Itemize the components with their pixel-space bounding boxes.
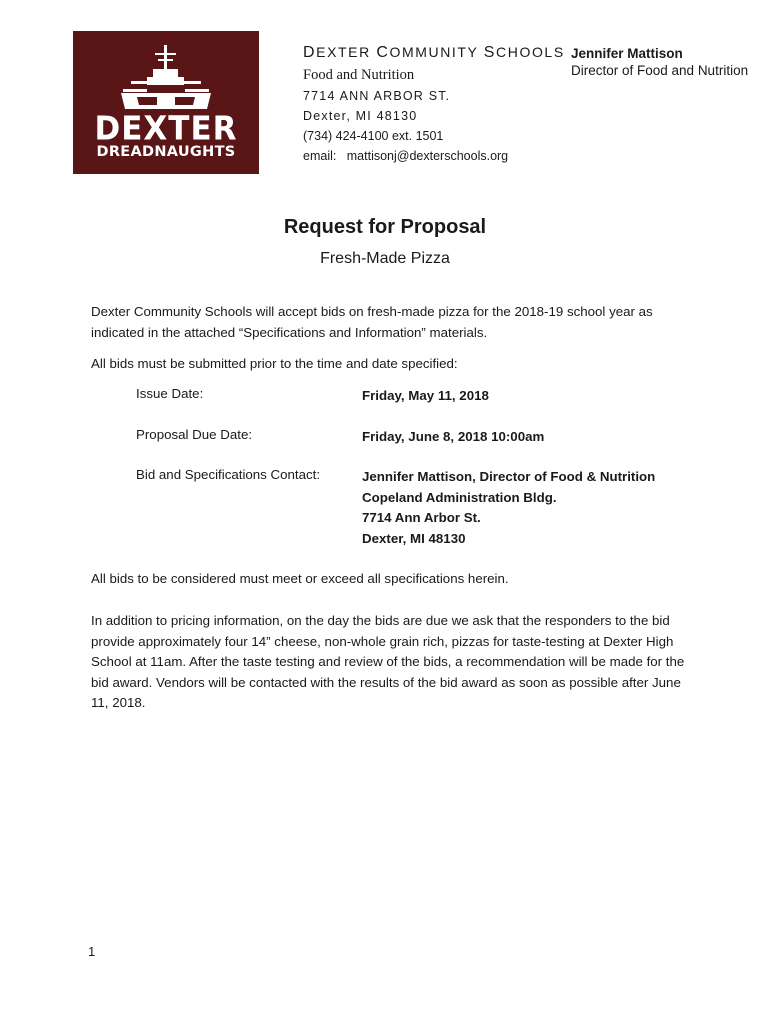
contact-line: Jennifer Mattison, Director of Food & Nutrition [362, 469, 656, 484]
contact-line: Copeland Administration Bldg. [362, 489, 557, 505]
document-subtitle: Fresh-Made Pizza [320, 250, 450, 267]
deadline-intro: All bids must be submitted prior to the time and date specified: [91, 356, 458, 371]
email-label: email: [303, 149, 337, 163]
dexter-dreadnaughts-logo [73, 31, 259, 174]
tasting-paragraph: In addition to pricing information, on the day the bids are due we ask that the responders to the bid provide approximately four 14” cheese, non-whole grain rich, pizzas for taste-testing at Dexter High School at 11am. After the taste testing and review of the bids, a recommendation will be made for the bid award. Vendors will be contacted with the results of the bid award as soon as possible after June 11, 2018. [91, 613, 685, 710]
director-name: Jennifer Mattison [571, 46, 683, 61]
street-address: 7714 ANN ARBOR ST. [303, 89, 451, 103]
detail-label: Issue Date: [136, 386, 204, 401]
director-title: Director of Food and Nutrition [571, 63, 749, 78]
organization-name: DEXTER COMMUNITY SCHOOLS [303, 44, 565, 61]
detail-value: Friday, May 11, 2018 [362, 388, 489, 403]
intro-paragraph: Dexter Community Schools will accept bids on fresh-made pizza for the 2018-19 school year as indicated in the attached “Specifications and Information” materials. [91, 304, 653, 340]
logo-word-dexter: DEXTER [94, 110, 238, 148]
requirement-paragraph: All bids to be considered must meet or exceed all specifications herein. [91, 571, 509, 586]
detail-label: Proposal Due Date: [136, 427, 253, 442]
detail-label: Bid and Specifications Contact: [136, 467, 321, 482]
document-title: Request for Proposal [283, 216, 487, 238]
contact-line: Dexter, MI 48130 [362, 530, 466, 546]
director-block [571, 45, 751, 79]
city-address: Dexter, MI 48130 [303, 109, 418, 123]
contact-address [362, 467, 655, 549]
phone-number: (734) 424-4100 ext. 1501 [303, 129, 444, 143]
page-number: 1 [88, 944, 96, 959]
email-line [303, 146, 553, 166]
detail-value: Friday, June 8, 2018 10:00am [362, 429, 545, 444]
contact-line: 7714 Ann Arbor St. [362, 510, 481, 525]
logo-word-dreadnaughts: DREADNAUGHTS [96, 144, 236, 160]
department-name: Food and Nutrition [303, 67, 415, 83]
organization-block [303, 44, 565, 166]
email-address[interactable]: mattisonj@dexterschools.org [346, 149, 509, 163]
